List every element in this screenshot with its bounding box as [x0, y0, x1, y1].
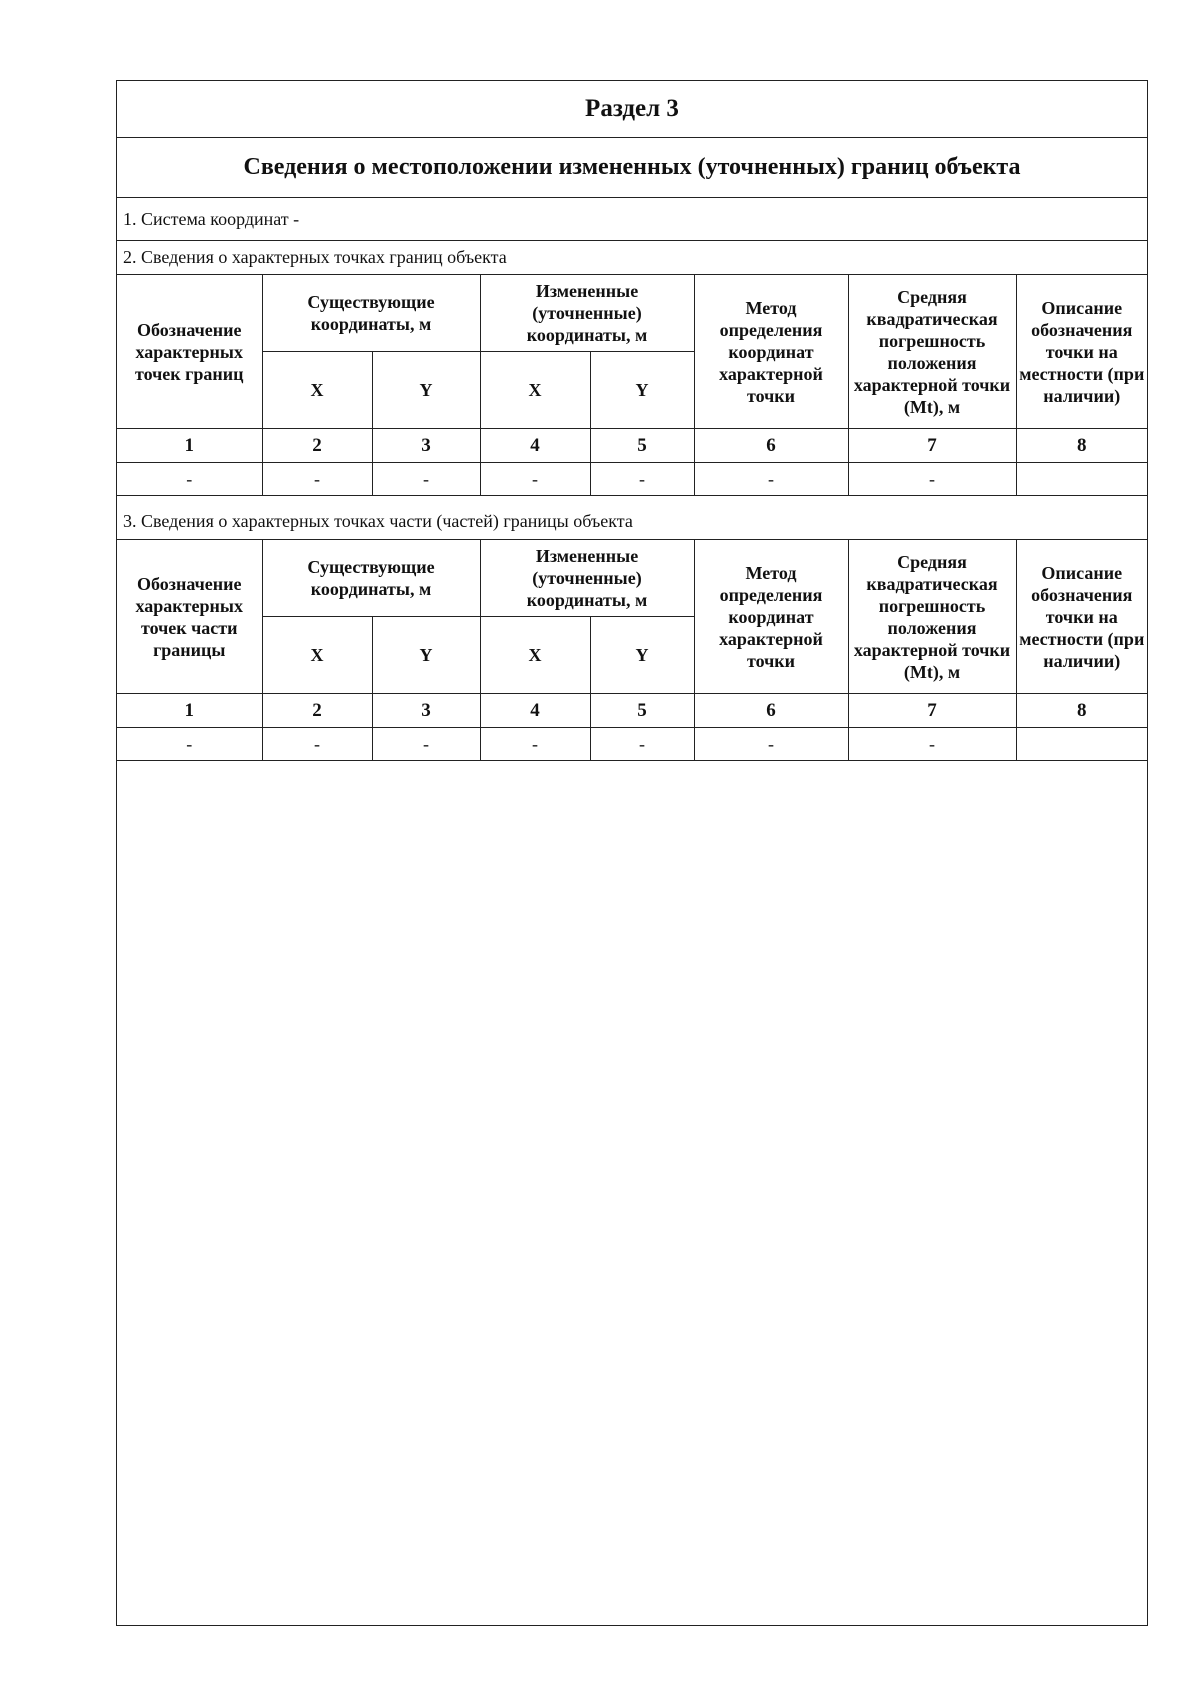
table-row	[117, 728, 1147, 761]
coordinate-system: 1. Система координат -	[117, 198, 1147, 241]
header-existing-x: X	[262, 617, 372, 694]
cell-value: -	[848, 728, 1016, 761]
cell-value: -	[694, 463, 848, 496]
header-description: Описание обозначения точки на местности (при наличии)	[1016, 540, 1147, 694]
table1-caption: 2. Сведения о характерных точках границ объекта	[117, 241, 1147, 275]
cell-value: -	[590, 728, 694, 761]
cell-value: -	[262, 463, 372, 496]
header-description: Описание обозначения точки на местности (при наличии)	[1016, 275, 1147, 429]
header-changed-x: X	[480, 617, 590, 694]
table2-number-row	[117, 694, 1147, 728]
col-number: 1	[117, 694, 262, 728]
header-changed-x: X	[480, 352, 590, 429]
section-title: Раздел 3	[117, 81, 1147, 138]
header-point-designation: Обозначение характерных точек части границы	[117, 540, 262, 694]
cell-value: -	[372, 463, 480, 496]
document-frame	[116, 80, 1148, 1626]
section-subtitle: Сведения о местоположении измененных (уточненных) границ объекта	[117, 138, 1147, 198]
cell-value	[1016, 728, 1147, 761]
col-number: 5	[590, 694, 694, 728]
col-number: 4	[480, 429, 590, 463]
cell-value: -	[480, 463, 590, 496]
col-number: 2	[262, 694, 372, 728]
table-row	[117, 463, 1147, 496]
header-existing-y: Y	[372, 617, 480, 694]
col-number: 5	[590, 429, 694, 463]
header-existing-x: X	[262, 352, 372, 429]
header-existing-coords: Существующие координаты, м	[262, 540, 480, 617]
table1-number-row	[117, 429, 1147, 463]
cell-value	[1016, 463, 1147, 496]
header-changed-coords: Измененные (уточненные) координаты, м	[480, 275, 694, 352]
col-number: 7	[848, 429, 1016, 463]
cell-value: -	[694, 728, 848, 761]
header-changed-coords: Измененные (уточненные) координаты, м	[480, 540, 694, 617]
cell-value: -	[372, 728, 480, 761]
col-number: 3	[372, 694, 480, 728]
cell-value: -	[262, 728, 372, 761]
col-number: 8	[1016, 429, 1147, 463]
col-number: 8	[1016, 694, 1147, 728]
header-method: Метод определения координат характерной точки	[694, 275, 848, 429]
cell-value: -	[480, 728, 590, 761]
cell-value: -	[590, 463, 694, 496]
header-mean-error: Средняя квадратическая погрешность положения характерной точки (Mt), м	[848, 275, 1016, 429]
header-existing-coords: Существующие координаты, м	[262, 275, 480, 352]
header-method: Метод определения координат характерной точки	[694, 540, 848, 694]
col-number: 1	[117, 429, 262, 463]
header-changed-y: Y	[590, 617, 694, 694]
cell-value: -	[848, 463, 1016, 496]
header-mean-error: Средняя квадратическая погрешность положения характерной точки (Mt), м	[848, 540, 1016, 694]
table2-points	[117, 540, 1147, 761]
col-number: 4	[480, 694, 590, 728]
header-existing-y: Y	[372, 352, 480, 429]
col-number: 3	[372, 429, 480, 463]
table2-caption: 3. Сведения о характерных точках части (частей) границы объекта	[117, 504, 1147, 540]
col-number: 7	[848, 694, 1016, 728]
col-number: 6	[694, 694, 848, 728]
col-number: 6	[694, 429, 848, 463]
header-changed-y: Y	[590, 352, 694, 429]
table1-points	[117, 275, 1147, 496]
header-point-designation: Обозначение характерных точек границ	[117, 275, 262, 429]
cell-value: -	[117, 728, 262, 761]
cell-value: -	[117, 463, 262, 496]
col-number: 2	[262, 429, 372, 463]
